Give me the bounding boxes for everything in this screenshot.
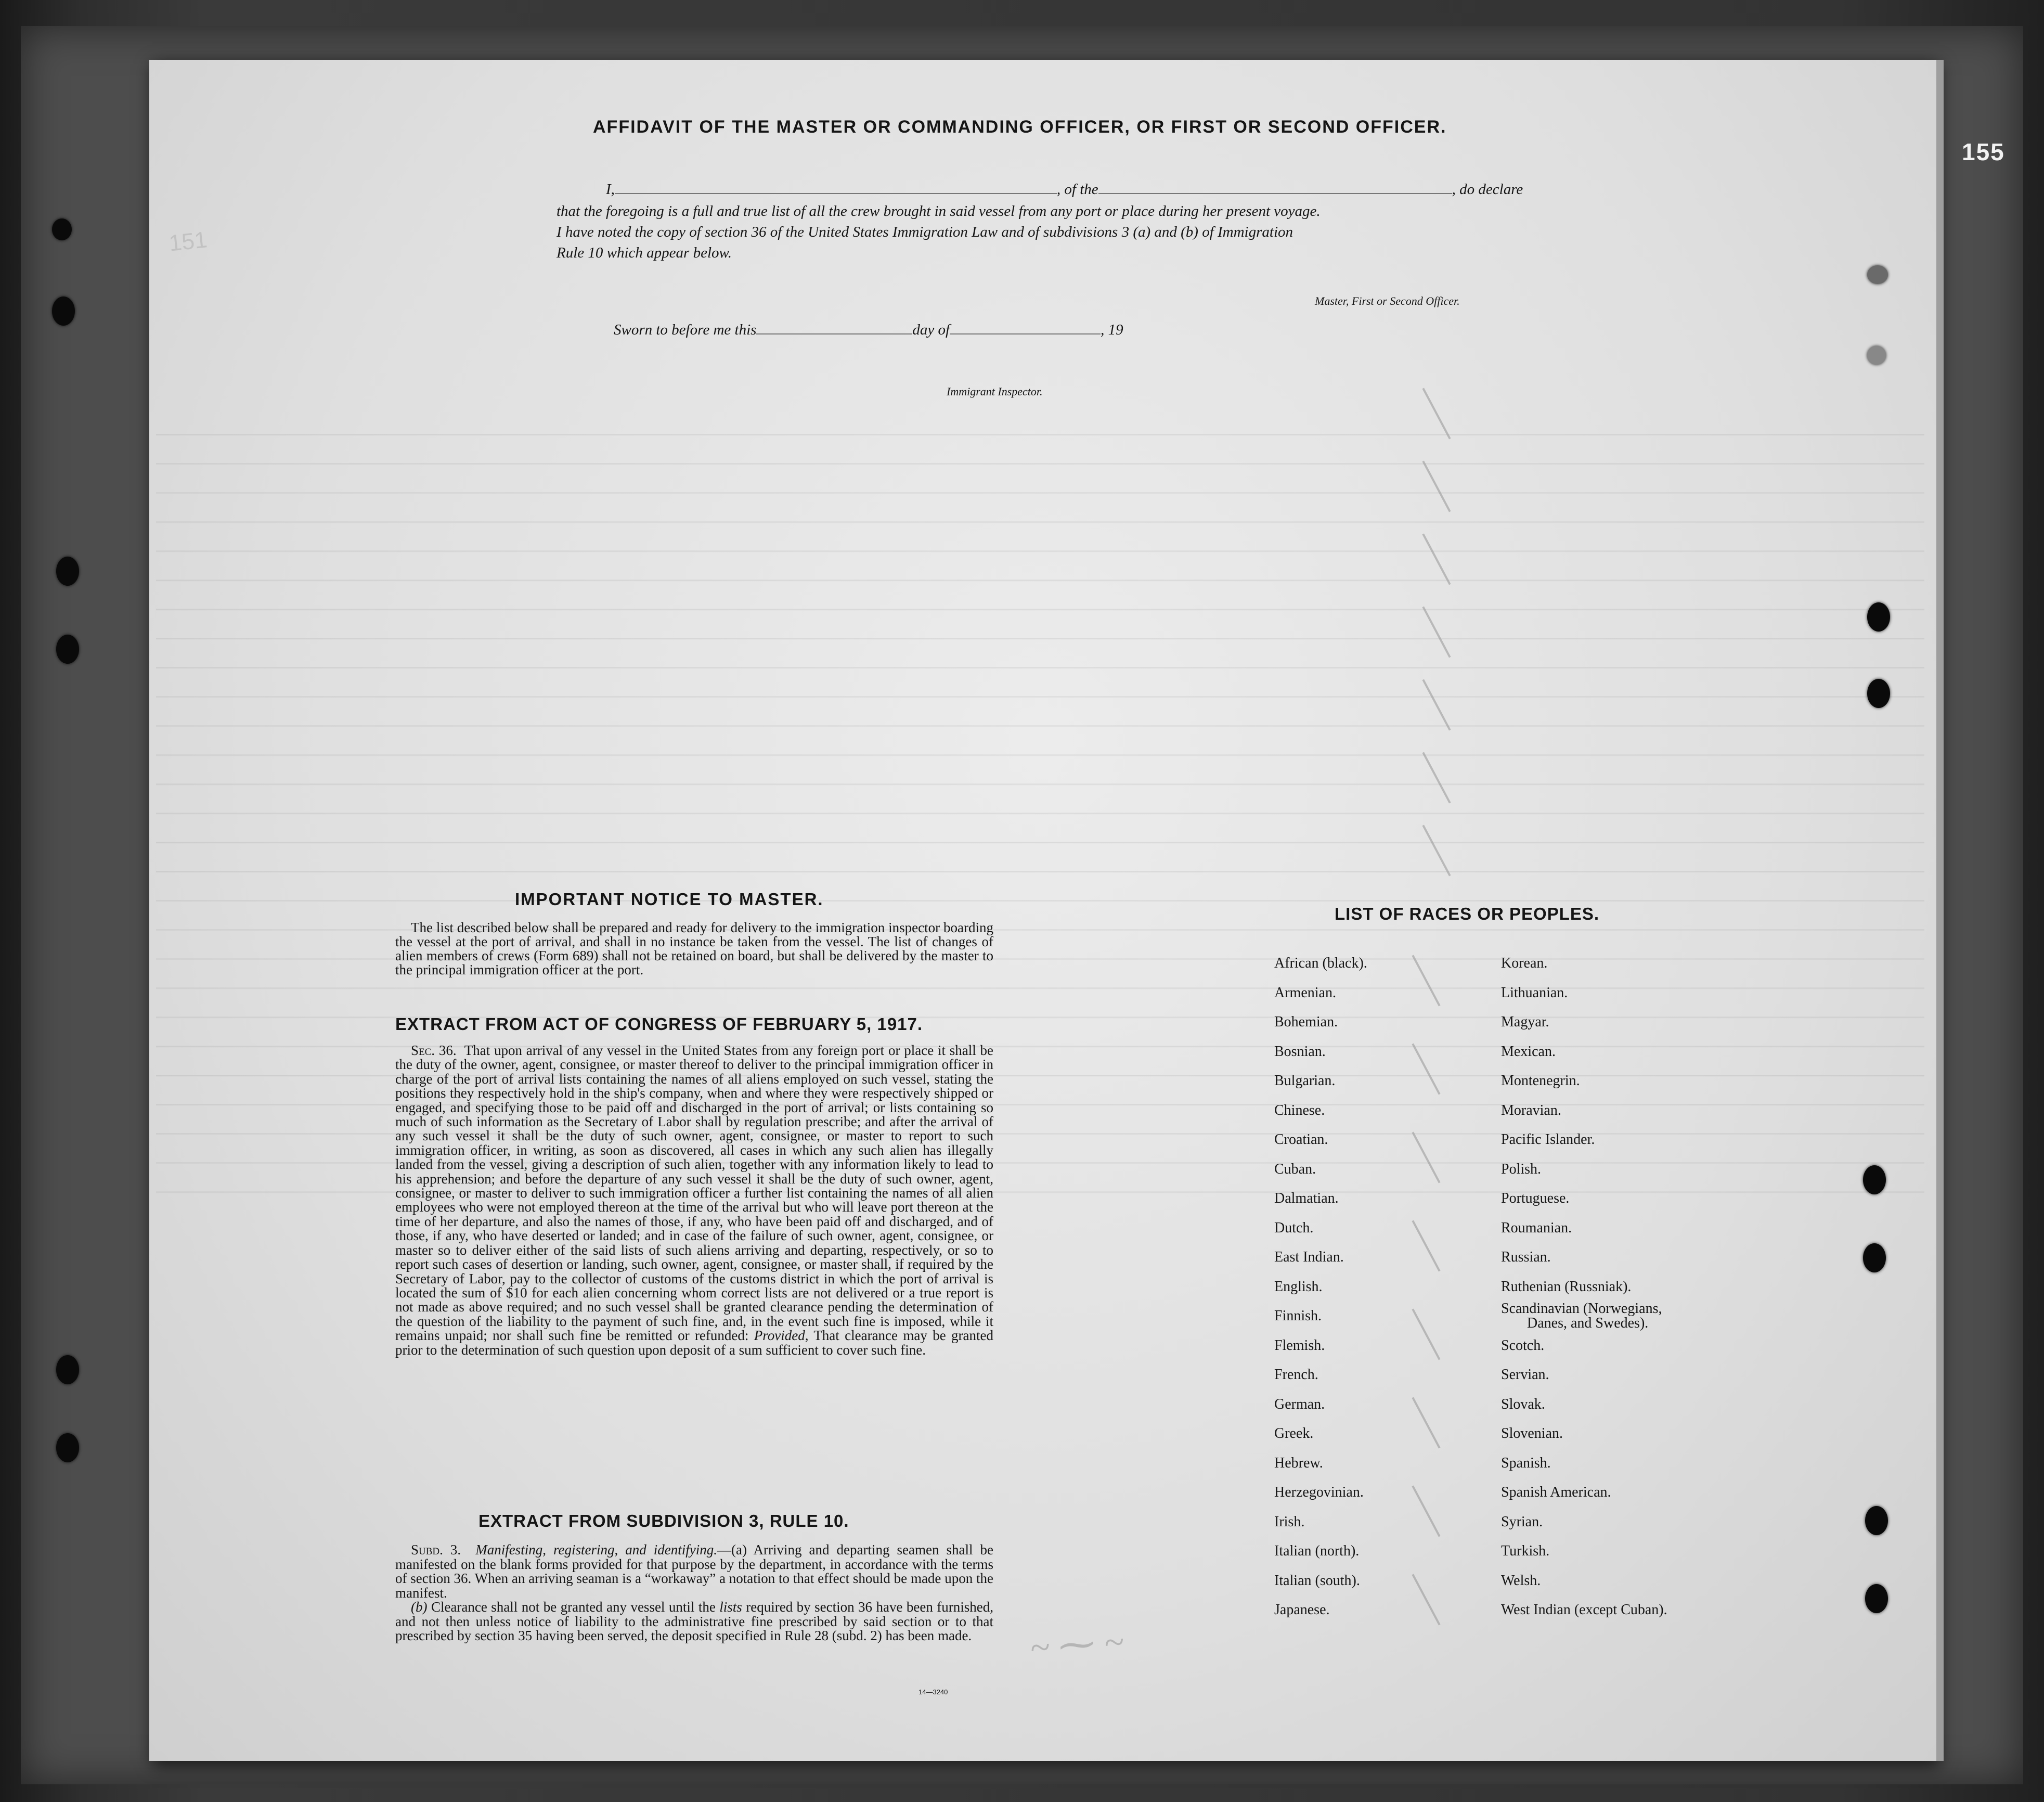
para-b-label: (b) xyxy=(411,1599,428,1615)
inspector-label: Immigrant Inspector. xyxy=(947,385,1043,398)
affidavit-line-2: that the foregoing is a full and true list of all the crew brought in said vessel from any port or place during her present voyage. xyxy=(557,203,1321,220)
punch-hole xyxy=(1867,265,1888,284)
race-item: Italian (north). xyxy=(1274,1543,1360,1559)
master-signature-label: Master, First or Second Officer. xyxy=(1315,294,1460,307)
punch-hole xyxy=(1865,1506,1888,1535)
race-item: Ruthenian (Russniak). xyxy=(1501,1278,1632,1295)
race-item: Bohemian. xyxy=(1274,1014,1338,1030)
race-item: Spanish. xyxy=(1501,1455,1551,1471)
notice-body-text: The list described below shall be prepared and ready for delivery to the immigration inspector boarding the vessel at the port of arrival, and shall in no instance be taken from the vessel. The list of changes of alien members of crews (Form 689) shall not be retained on board, but shall be delivered by the master to the principal immigration officer at the port. xyxy=(395,920,993,977)
race-item: West Indian (except Cuban). xyxy=(1501,1602,1667,1618)
punch-hole xyxy=(1863,1165,1886,1194)
race-item: Dalmatian. xyxy=(1274,1190,1339,1206)
punch-hole xyxy=(56,1433,79,1462)
punch-hole xyxy=(1863,1243,1886,1272)
race-item: Italian (south). xyxy=(1274,1572,1360,1589)
race-item: Slovenian. xyxy=(1501,1425,1563,1441)
race-item: Irish. xyxy=(1274,1513,1305,1530)
race-item: Hebrew. xyxy=(1274,1455,1323,1471)
punch-hole xyxy=(52,297,75,326)
race-item: Roumanian. xyxy=(1501,1219,1572,1236)
sworn-prefix: Sworn to before me this xyxy=(614,321,757,338)
races-left-column xyxy=(1274,949,1367,1625)
race-item: French. xyxy=(1274,1367,1318,1383)
race-item: Greek. xyxy=(1274,1425,1314,1441)
race-item: Portuguese. xyxy=(1501,1190,1570,1206)
sworn-day-blank xyxy=(756,333,912,334)
extract-rule-title: EXTRACT FROM SUBDIVISION 3, RULE 10. xyxy=(478,1511,849,1530)
race-item: Slovak. xyxy=(1501,1396,1545,1412)
punch-hole xyxy=(56,1355,79,1384)
race-item: Bosnian. xyxy=(1274,1043,1326,1060)
affidavit-title: AFFIDAVIT OF THE MASTER OR COMMANDING OFFICER, OR FIRST OR SECOND OFFICER. xyxy=(593,117,1447,137)
race-item: Scotch. xyxy=(1501,1337,1545,1354)
race-item: Welsh. xyxy=(1501,1572,1541,1589)
race-item: Montenegrin. xyxy=(1501,1073,1580,1089)
sworn-month-blank xyxy=(950,333,1101,334)
punch-hole xyxy=(52,218,72,240)
section-36-text: That upon arrival of any vessel in the United States from any foreign port or place it shall be the duty of the owner, agent, consignee, or master thereof to deliver to the principal immigration officer in charge of the port of arrival lists containing the names of all aliens employed on such vessel, stating the positions they respectively hold in the ship's company, when and where they were respectively shipped or engaged, and specifying those to be paid off and discharged in the port of arrival; or lists containing so much of such information as the Secretary of Labor shall by regulation prescribe; and after the arrival of any such vessel it shall be the duty of such owner, agent, consignee, or master to report to such immigration officer, in writing, as soon as discovered, all cases in which any such alien has illegally landed from the vessel, giving a description of such alien, together with any information likely to lead to his apprehension; and before the departure of any such vessel it shall be the duty of such owner, agent, consignee, or master to deliver to such immigration officer a further list containing the names of all alien employees who were not employed thereon at the time of the arrival but who will leave port thereon at the time of her departure, and also the names of those, if any, who have been paid off and discharged, and of those, if any, who have deserted or landed; and in case of the failure of such owner, agent, consignee, or master so to deliver either of the said lists of such aliens arriving and departing, respectively, or so to report such cases of desertion or landing, such owner, agent, consignee, or master shall, if required by the Secretary of Labor, pay to the collector of customs of the customs district in which the port of arrival is located the sum of $10 for each alien concerning whom correct lists are not delivered or a true report is not made as above required; and no such vessel shall be granted clearance pending the determination of the question of the liability to the payment of such fine, and, in the event such fine is imposed, while it remains unpaid; nor shall such fine be remitted or refunded: xyxy=(395,1042,994,1344)
affidavit-line-4: Rule 10 which appear below. xyxy=(557,244,732,261)
affidavit-line-3: I have noted the copy of section 36 of the United States Immigration Law and of subdivisions 3 (a) and (b) of Immigration xyxy=(557,224,1293,240)
race-item: Chinese. xyxy=(1274,1102,1325,1118)
page-edge xyxy=(1936,60,1944,1761)
form-number: 14—3240 xyxy=(918,1688,948,1696)
race-item: Flemish. xyxy=(1274,1337,1325,1354)
affidavit-declare: , do declare xyxy=(1452,181,1523,198)
race-item: Cuban. xyxy=(1274,1161,1316,1177)
affidavit-line-1 xyxy=(606,181,1523,198)
races-title: LIST OF RACES OR PEOPLES. xyxy=(1335,904,1600,923)
race-item: East Indian. xyxy=(1274,1249,1344,1265)
para-a: —(a) Arriving and departing seamen shall be manifested on the blank forms provided for that purpose by the department, in accordance with the terms of section 36. When an arriving seaman is a “workaway” a notation to that effect should be made upon the manifest. xyxy=(395,1542,993,1601)
name-blank xyxy=(615,193,1057,194)
para-b-part1: Clearance shall not be granted any vessel until the xyxy=(431,1599,716,1615)
race-item: Magyar. xyxy=(1501,1014,1549,1030)
punch-hole xyxy=(1867,602,1890,632)
provided-word: Provided, xyxy=(754,1328,809,1344)
extract-act-title: EXTRACT FROM ACT OF CONGRESS OF FEBRUARY 5, 1917. xyxy=(395,1014,923,1034)
section-36-end: That clearance may be granted prior to the determination of such question upon deposit of a sum sufficient to cover such fine. xyxy=(395,1328,993,1358)
race-item: Dutch. xyxy=(1274,1219,1314,1236)
subd-heading: Manifesting, registering, and identifying. xyxy=(475,1542,717,1558)
punch-hole xyxy=(1867,346,1886,365)
race-item: Danes, and Swedes). xyxy=(1527,1315,1649,1332)
race-item: Pacific Islander. xyxy=(1501,1131,1595,1148)
race-item: Polish. xyxy=(1501,1161,1542,1177)
section-label: Sec. 36. xyxy=(411,1042,457,1058)
extract-rule-body xyxy=(395,1543,993,1643)
affidavit-of-the: , of the xyxy=(1056,181,1098,198)
race-item: Turkish. xyxy=(1501,1543,1550,1559)
punch-hole xyxy=(56,557,79,586)
race-item: Bulgarian. xyxy=(1274,1073,1336,1089)
race-item: Finnish. xyxy=(1274,1308,1322,1324)
sworn-year: , 19 xyxy=(1101,321,1123,338)
race-item: Syrian. xyxy=(1501,1513,1543,1530)
race-item: Russian. xyxy=(1501,1249,1551,1265)
race-item: Spanish American. xyxy=(1501,1484,1611,1500)
race-item: German. xyxy=(1274,1396,1325,1412)
affidavit-i: I, xyxy=(606,181,615,198)
subd-label: Subd. 3. xyxy=(411,1542,461,1558)
race-item: Japanese. xyxy=(1274,1602,1330,1618)
sworn-line xyxy=(614,321,1123,339)
side-stamp: 151 xyxy=(167,227,209,256)
race-item: Moravian. xyxy=(1501,1102,1561,1118)
pencil-scrawl: ~ ⁓ ~ xyxy=(1028,1621,1126,1669)
race-item: Armenian. xyxy=(1274,984,1336,1001)
race-item: English. xyxy=(1274,1278,1323,1295)
notice-title: IMPORTANT NOTICE TO MASTER. xyxy=(515,890,824,909)
vessel-blank xyxy=(1098,193,1452,194)
race-item: Croatian. xyxy=(1274,1131,1328,1148)
races-right-column xyxy=(1501,949,1667,1625)
race-item: Korean. xyxy=(1501,955,1548,971)
race-item: Scandinavian (Norwegians, xyxy=(1501,1301,1662,1317)
page-number: 155 xyxy=(1962,138,2005,165)
race-item: Servian. xyxy=(1501,1367,1549,1383)
sworn-day-of: day of xyxy=(912,321,950,338)
race-item: Herzegovinian. xyxy=(1274,1484,1364,1500)
race-item: African (black). xyxy=(1274,955,1367,971)
extract-act-body xyxy=(395,1044,993,1357)
punch-hole xyxy=(1867,679,1890,708)
race-item: Lithuanian. xyxy=(1501,984,1568,1001)
punch-hole xyxy=(56,635,79,664)
punch-hole xyxy=(1865,1584,1888,1613)
race-item: Mexican. xyxy=(1501,1043,1556,1060)
notice-body xyxy=(395,921,993,977)
para-b-part2: required by section 36 have been furnished, and not then unless notice of liability to the administrative fine prescribed by said section or to that prescribed by section 35 having been served, the deposit specified in Rule 28 (subd. 2) has been made. xyxy=(395,1599,994,1643)
para-b-lists: lists xyxy=(719,1599,742,1615)
